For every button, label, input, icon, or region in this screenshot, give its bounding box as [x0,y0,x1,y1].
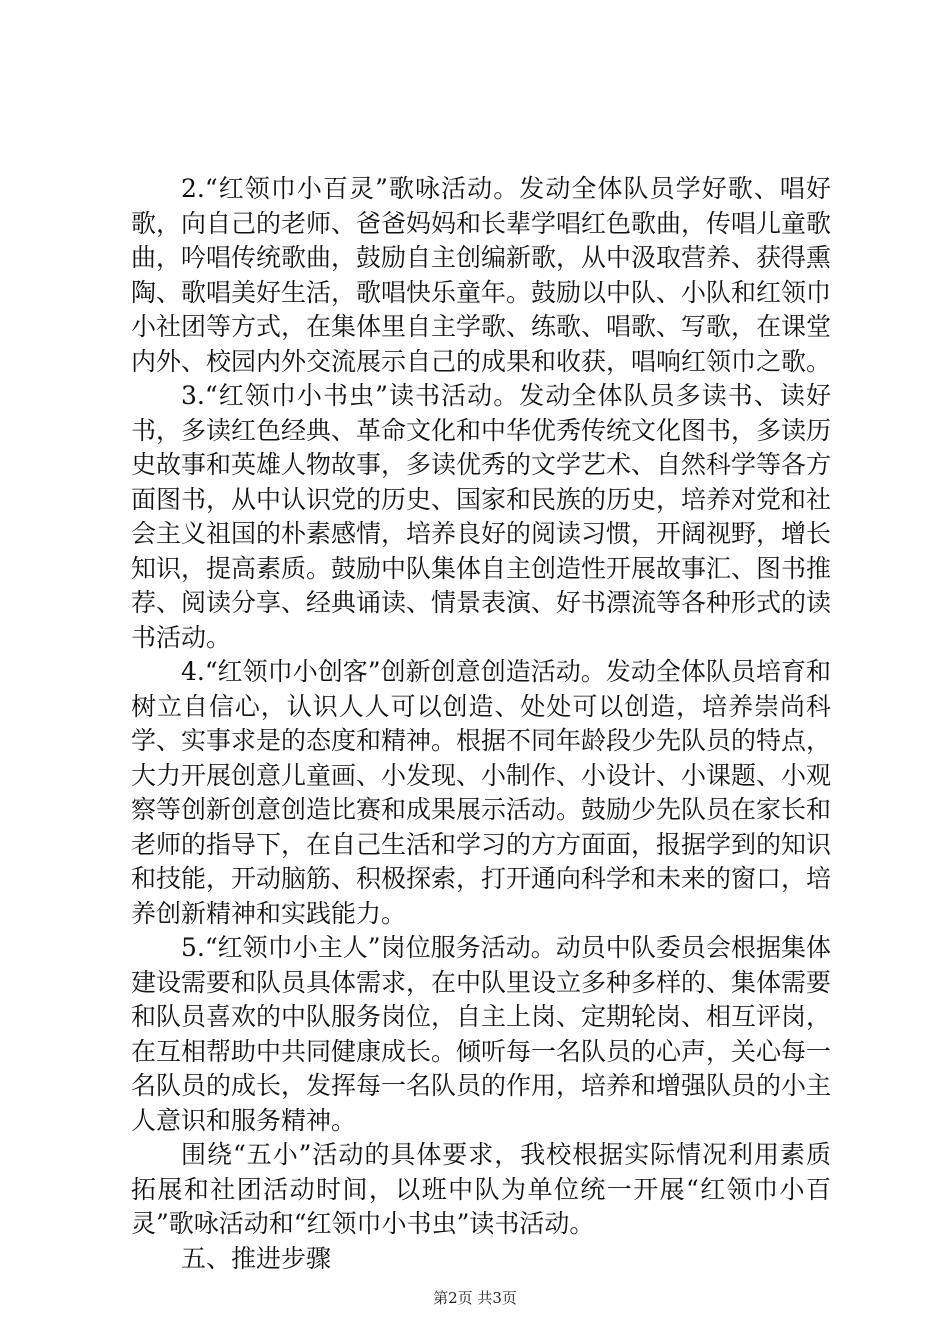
section-heading-steps: 五、推进步骤 [181,1243,332,1273]
paragraph-activity-4: 4.“红领巾小创客”创新创意创造活动。发动全体队员培育和树立自信心，认识人人可以创造、处处可以创造，培养崇尚科学、实事求是的态度和精神。根据不同年龄段少先队员的特点，大力开展创意儿童画、小发现、小制作、小设计、小课题、小观察等创新创意创造比赛和成果展示活动。鼓励少先队员在家长和老师的指导下，在自己生活和学习的方方面面，报据学到的知识和技能，开动脑筋、积极探索，打开通向科学和未来的窗口，培养创新精神和实践能力。 [131,657,832,928]
document-body [131,172,831,1276]
paragraph-activity-3: 3.“红领巾小书虫”读书活动。发动全体队员多读书、读好书，多读红色经典、革命文化和中华优秀传统文化图书，多读历史故事和英雄人物故事，多读优秀的文学艺术、自然科学等各方面图书，从中认识党的历史、国家和民族的历史，培养对党和社会主义祖国的朴素感情，培养良好的阅读习惯，开阔视野，增长知识，提高素质。鼓励中队集体自主创造性开展故事汇、图书推荐、阅读分享、经典诵读、情景表演、好书漂流等各种形式的读书活动。 [131,381,832,652]
paragraph-school-plan: 围绕“五小”活动的具体要求，我校根据实际情况利用素质拓展和社团活动时间，以班中队为单位统一开展“红领巾小百灵”歌咏活动和“红领巾小书虫”读书活动。 [131,1140,831,1238]
paragraph-activity-5: 5.“红领巾小主人”岗位服务活动。动员中队委员会根据集体建设需要和队员具体需求，在中队里设立多种多样的、集体需要和队员喜欢的中队服务岗位，自主上岗、定期轮岗、相互评岗，在互相帮助中共同健康成长。倾听每一名队员的心声，关心每一名队员的成长，发挥每一名队员的作用，培养和增强队员的小主人意识和服务精神。 [131,933,832,1135]
paragraph-activity-2: 2.“红领巾小百灵”歌咏活动。发动全体队员学好歌、唱好歌，向自己的老师、爸爸妈妈和长辈学唱红色歌曲，传唱儿童歌曲，吟唱传统歌曲，鼓励自主创编新歌，从中汲取营养、获得熏陶、歌唱美好生活，歌唱快乐童年。鼓励以中队、小队和红领巾小社团等方式，在集体里自主学歌、练歌、唱歌、写歌，在课堂内外、校园内外交流展示自己的成果和收获，唱响红领巾之歌。 [131,174,832,376]
page-number-footer: 第2页 共3页 [433,1289,517,1307]
